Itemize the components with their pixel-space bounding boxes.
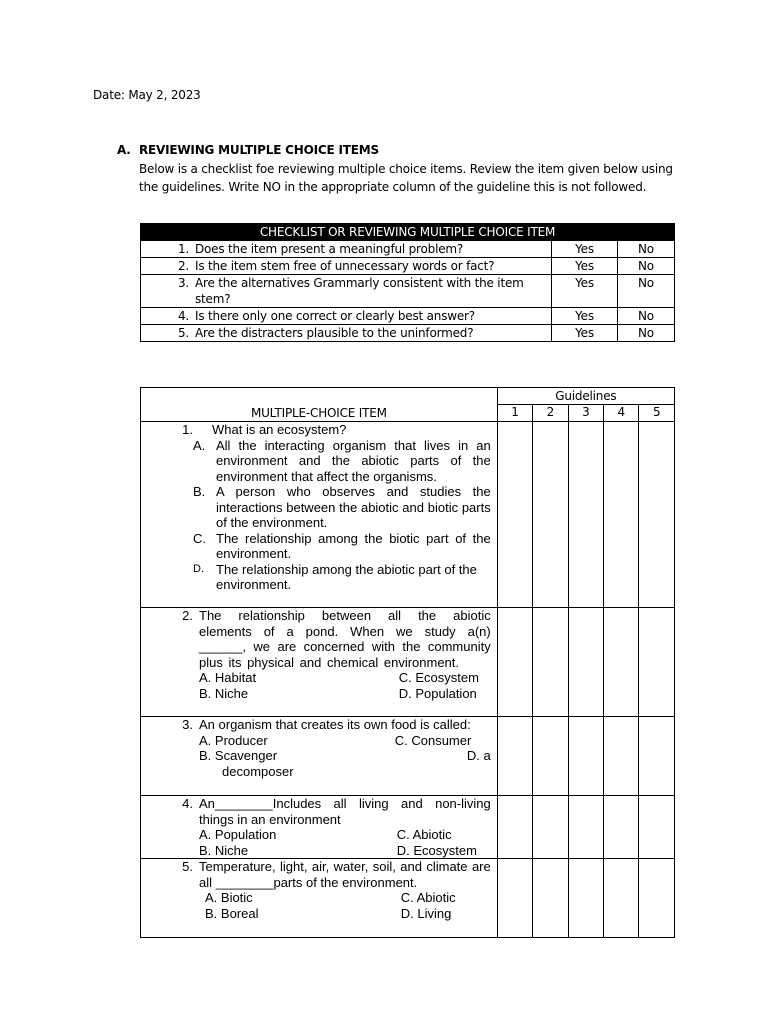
option-letter: A. (193, 437, 206, 453)
option-c: C. Abiotic (400, 890, 456, 905)
guidelines-header: Guidelines (497, 388, 674, 405)
multiple-choice-table (140, 387, 675, 938)
checklist-question: Are the distracters plausible to the uninformed? (195, 325, 552, 342)
guideline-cell[interactable] (604, 608, 639, 717)
guideline-cell[interactable] (497, 717, 532, 796)
mc-item-cell (141, 422, 498, 608)
guideline-cell[interactable] (533, 717, 568, 796)
option-b: B. Scavenger (199, 748, 278, 763)
checklist-no: No (618, 325, 675, 342)
checklist-header: CHECKLIST OR REVIEWING MULTIPLE CHOICE ITEM (141, 224, 675, 241)
section-title: REVIEWING MULTIPLE CHOICE ITEMS (139, 143, 379, 157)
option-a: A. Habitat (199, 670, 257, 685)
item-stem: What is an ecosystem? (212, 422, 347, 437)
mc-item-row (141, 796, 675, 859)
option-text: A person who observes and studies the interactions between the abiotic and biotic parts of the environment. (216, 484, 491, 530)
checklist-question: Are the alternatives Grammarly consistent with the item stem? (195, 275, 552, 308)
option-c: C. Abiotic (396, 827, 452, 842)
guideline-number: 4 (604, 405, 639, 422)
guideline-cell[interactable] (639, 859, 675, 938)
guideline-cell[interactable] (604, 422, 639, 608)
checklist-no: No (618, 275, 675, 308)
checklist-yes: Yes (552, 325, 618, 342)
checklist-row-number: 1. (141, 241, 196, 258)
guideline-cell[interactable] (497, 608, 532, 717)
option-d: D. Living (400, 905, 452, 921)
mc-item-cell (141, 608, 498, 717)
mc-item-row (141, 859, 675, 938)
checklist-no: No (618, 241, 675, 258)
guideline-cell[interactable] (604, 717, 639, 796)
option-letter: B. (193, 484, 206, 499)
option-c: C. Ecosystem (398, 670, 479, 685)
option-text: All the interacting organism that lives in an environment and the abiotic parts of the environment that affect the organisms. (216, 437, 491, 484)
checklist-yes: Yes (552, 275, 618, 308)
option-letter: C. (193, 530, 206, 546)
option-text: The relationship among the biotic part of the environment. (216, 530, 491, 561)
guideline-cell[interactable] (604, 796, 639, 859)
checklist-question: Is the item stem free of unnecessary words or fact? (195, 258, 552, 275)
checklist-no: No (618, 258, 675, 275)
guideline-cell[interactable] (639, 608, 675, 717)
checklist-yes: Yes (552, 308, 618, 325)
checklist-row-number: 3. (141, 275, 196, 308)
guideline-cell[interactable] (568, 859, 603, 938)
checklist-row (141, 308, 675, 325)
item-stem: An organism that creates its own food is called: (199, 717, 471, 732)
option-c: C. Consumer (394, 732, 472, 748)
option-a: A. Population (199, 827, 277, 842)
guideline-number: 2 (533, 405, 568, 422)
mc-item-cell (141, 796, 498, 859)
item-stem: Temperature, light, air, water, soil, and climate are all ________parts of the environment. (199, 859, 491, 890)
guideline-cell[interactable] (639, 717, 675, 796)
item-stem: The relationship between all the abiotic elements of a pond. When we study a(n) ______, we are concerned with the community plus its physical and chemical environment. (199, 608, 491, 670)
mc-item-row (141, 422, 675, 608)
guideline-cell[interactable] (533, 859, 568, 938)
mc-item-header: MULTIPLE-CHOICE ITEM (141, 388, 498, 422)
option-d: D. a (466, 748, 491, 763)
checklist-row-number: 2. (141, 258, 196, 275)
checklist-yes: Yes (552, 241, 618, 258)
guideline-cell[interactable] (533, 608, 568, 717)
item-number: 5. (182, 859, 193, 874)
guideline-number: 1 (497, 405, 532, 422)
item-number: 4. (182, 796, 193, 811)
item-number: 3. (182, 717, 193, 732)
checklist-row-number: 5. (141, 325, 196, 342)
option-a: A. Biotic (205, 890, 253, 905)
option-d-continued: decomposer (222, 763, 294, 779)
checklist-row (141, 325, 675, 342)
checklist-yes: Yes (552, 258, 618, 275)
option-b: B. Niche (199, 685, 249, 701)
mc-item-row (141, 608, 675, 717)
checklist-table (140, 223, 675, 342)
item-number: 2. (182, 608, 193, 623)
document-date: Date: May 2, 2023 (93, 88, 201, 102)
option-d: D. Ecosystem (396, 842, 477, 858)
guideline-cell[interactable] (568, 608, 603, 717)
guideline-cell[interactable] (497, 859, 532, 938)
option-letter: D. (193, 562, 204, 575)
guideline-number: 5 (639, 405, 675, 422)
guideline-cell[interactable] (568, 796, 603, 859)
guideline-cell[interactable] (639, 422, 675, 608)
checklist-row (141, 258, 675, 275)
checklist-question: Does the item present a meaningful problem? (195, 241, 552, 258)
mc-item-cell (141, 859, 498, 938)
option-text: The relationship among the abiotic part of the environment. (216, 561, 477, 592)
option-b: B. Boreal (205, 905, 259, 921)
mc-item-row (141, 717, 675, 796)
checklist-row-number: 4. (141, 308, 196, 325)
guideline-cell[interactable] (604, 859, 639, 938)
option-b: B. Niche (199, 842, 249, 858)
item-stem: An________Includes all living and non-living things in an environment (199, 796, 491, 827)
checklist-no: No (618, 308, 675, 325)
section-intro: Below is a checklist foe reviewing multiple choice items. Review the item given below using the guidelines. Write NO in the appropriate column of the guideline this is not followed. (139, 162, 673, 194)
guideline-cell[interactable] (533, 796, 568, 859)
guideline-cell[interactable] (568, 422, 603, 608)
section-letter: A. (117, 143, 131, 157)
option-a: A. Producer (199, 732, 268, 748)
guideline-cell[interactable] (639, 796, 675, 859)
option-d: D. Population (398, 685, 477, 701)
checklist-row (141, 241, 675, 258)
checklist-question: Is there only one correct or clearly best answer? (195, 308, 552, 325)
guideline-cell[interactable] (497, 422, 532, 608)
guideline-number: 3 (568, 405, 603, 422)
checklist-row (141, 275, 675, 308)
guideline-cell[interactable] (533, 422, 568, 608)
mc-item-cell (141, 717, 498, 796)
item-number: 1. (182, 422, 193, 437)
guideline-cell[interactable] (497, 796, 532, 859)
guideline-cell[interactable] (568, 717, 603, 796)
